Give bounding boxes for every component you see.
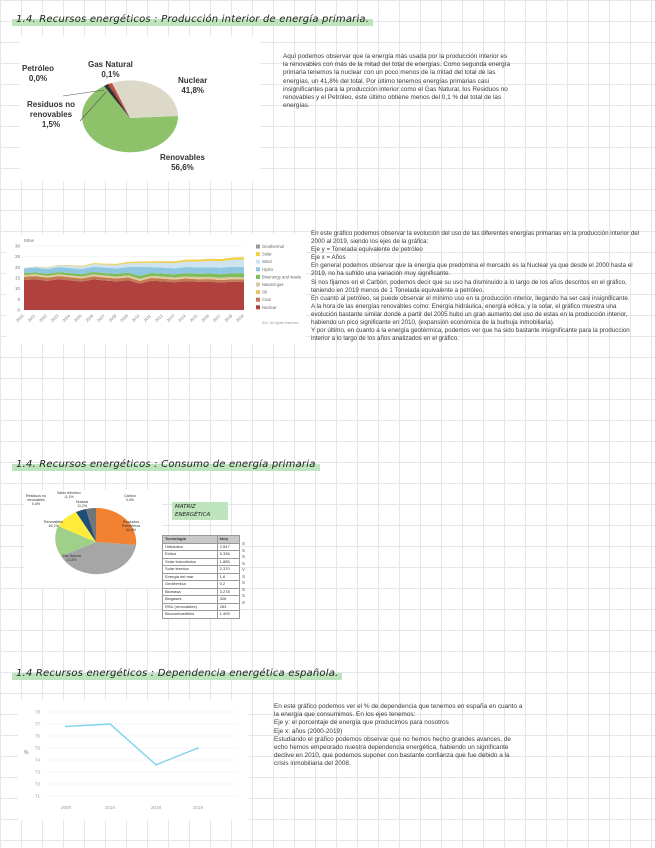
table-cell: 326 [217, 596, 239, 604]
y-tick: 30 [14, 243, 20, 249]
legend-entry: Solar [262, 251, 272, 257]
pie-label-renovables: Renovables 56,6% [160, 153, 205, 172]
side-mark: V [242, 567, 245, 572]
pie-label-nuclear: Nuclear 41,8% [178, 76, 208, 95]
legend-swatch [256, 298, 260, 302]
table-cell: Solar térmica [163, 566, 218, 574]
cpie-label-carbon: Carbón 3,4% [124, 494, 136, 503]
pie-chart-consumption [24, 490, 162, 588]
section2-paragraph [311, 230, 643, 343]
side-mark: S [242, 599, 245, 605]
x-tick: 2010 [104, 805, 116, 810]
table-cell: 0,2 [217, 581, 239, 589]
table-cell: Biomasa [163, 588, 218, 596]
section2-line: Eje x = Años [311, 254, 346, 262]
section1-heading: 1.4. Recursos energéticos : Producción interior de energía primaria. [12, 12, 373, 27]
legend-swatch [256, 305, 260, 309]
cpie-label-renovables: Renovables 16,1% [44, 520, 63, 529]
table-cell: Biocombustibles [163, 611, 218, 619]
y-tick: 75 [34, 745, 40, 751]
table-cell: 283 [217, 603, 239, 611]
y-tick: 74 [34, 757, 40, 763]
table-row [163, 551, 240, 559]
y-tick: 10 [14, 286, 20, 292]
table-row [163, 566, 240, 574]
y-tick: 20 [14, 264, 20, 270]
table-cell: Eólica [163, 551, 218, 559]
section2-line: Y por último, en cuanto a la energía geotérmica, podemos ver que ha sido bastante insignificante para la produccion interior a lo largo de los años analizados en el gráfico. [311, 327, 630, 343]
table-cell: Geotérmica [163, 581, 218, 589]
x-tick: 2004 [61, 313, 72, 324]
table-cell: 1.885 [217, 558, 239, 566]
table-cell: Hidráulica [163, 543, 218, 551]
section2-line: Si nos fijamos en el Carbón, podemos decir que su uso ha disminuido a lo largo de los años descritos en el gráfico, teniendo en 2019 menos de 1 Tonelada equivalente a petróleo. [311, 278, 627, 294]
y-tick: 15 [14, 275, 20, 281]
cpie-label-saldo: Saldo eléctrico -0,1% [57, 491, 81, 500]
legend-entry: Wind [262, 259, 272, 265]
x-tick: 2001 [26, 313, 37, 324]
legend-swatch [256, 260, 260, 264]
y-tick: 71 [34, 793, 40, 799]
matrix-tag: MATRIZ ENERGÉTICA [172, 502, 228, 520]
section4-line: Estudiando el gráfico podemos observar que no hemos hecho grandes avances, de echo hemos empeorado nuestra dependencia energética, habiendo un significante declive en 2010, que podemos suponer con bastante confianza que fue debido a la crisis inmobiliaria del 2008. [274, 735, 511, 768]
side-mark: S [242, 580, 245, 585]
legend-swatch [256, 275, 260, 279]
table-cell: RSU (renovables) [163, 603, 218, 611]
table-cell: 1.409 [217, 611, 239, 619]
section2-line: Eje y = Tonelada equivalente de petróleo [311, 246, 423, 254]
y-axis-label: % [24, 750, 29, 756]
y-tick: 0 [17, 307, 20, 313]
section2-line: En general podemos observar que la energía que predomina el mercado es la Nuclear ya que desde el 2000 hasta el 2019, no ha sufrido una variación muy significante. [311, 262, 633, 278]
pie-label-petroleo: Petróleo 0,0% [22, 64, 55, 83]
side-mark: S [242, 586, 245, 592]
side-mark: S [242, 573, 245, 579]
x-tick: 2009 [119, 313, 129, 324]
table-cell: 2.370 [217, 566, 239, 574]
table-cell: Biogases [163, 596, 218, 604]
x-tick: 2015 [188, 313, 199, 324]
table-cell: 5.336 [217, 551, 239, 559]
renewables-table [162, 535, 240, 619]
table-row [163, 581, 240, 589]
area-band [24, 279, 244, 310]
section4-line: En este gráfico podemos ver el % de dependencia que tenemos en españa en cuanto a la energía que consumimos. En los ejes tenemos: [274, 703, 523, 719]
pie-label-residuos: Residuos no renovables 1,5% [26, 100, 75, 129]
x-tick: 2007 [95, 313, 106, 324]
legend-entry: Nuclear [262, 304, 277, 310]
table-row [163, 543, 240, 551]
section2-line: A la hora de las energías renovables como: Energía hidráulica, energía eólica, y la solar, el gráfico muestra una evolución bastante similar donde a partir del 2005 hubo un gran aumento del uso de estas en la producción interior, habiendo un pico significante en 2010, (expansión económica de la burbuja inmobiliaria). [311, 302, 628, 327]
x-tick: 2000 [60, 805, 72, 810]
y-tick: 72 [34, 781, 40, 787]
cpie-label-residuos: Residuos no renovables 0,4% [26, 494, 46, 507]
section1-paragraph: Aquí podemos observar que la energía más usada por la producción interior es la renovables con más de la mitad del total de energías. Como segunda energía primaria tenemos la nuclear con un poco menos de la mitad del total de las energías, un 41,8% del total. Por último tenemos energías primarias casi insignificantes para la producción interior como el Gas Natural, los Residuos no renovables y el Petróleo, este último obtiene menos del 0,1 % del total de las energías. [283, 53, 511, 110]
side-mark: S [242, 554, 245, 559]
y-tick: 5 [17, 296, 20, 302]
table-row [163, 611, 240, 619]
table-cell: 1,6 [217, 573, 239, 581]
dependency-line [66, 724, 198, 765]
legend-entry: Coal [262, 297, 271, 303]
x-tick: 2000 [14, 313, 25, 324]
section4-line: Eje x: años (2000-2019) [274, 727, 343, 735]
x-tick: 2006 [84, 313, 95, 324]
section4-heading: 1.4 Recursos energéticos : Dependencia energética española. [12, 666, 342, 681]
x-tick: 2002 [38, 313, 48, 324]
pie-label-gas: Gas Natural 0,1% [88, 60, 133, 79]
area-chart-svg [6, 234, 306, 344]
legend-swatch [256, 252, 260, 256]
legend-swatch [256, 283, 260, 287]
x-tick: 2010 [130, 313, 141, 324]
table-header: Tecnología [163, 536, 218, 544]
table-cell: 2.547 [217, 543, 239, 551]
chart-unit: Mtoe [24, 238, 35, 243]
x-tick: 2012 [153, 313, 164, 324]
legend-swatch [256, 267, 260, 271]
y-tick: 77 [34, 721, 40, 727]
cpie-label-nuclear: Nuclear 11,2% [76, 500, 89, 509]
legend-entry: Geothermal [262, 244, 284, 249]
x-tick: 2018 [223, 313, 234, 324]
table-row [163, 596, 240, 604]
x-tick: 2019 [192, 805, 204, 810]
x-tick: 2011 [142, 313, 153, 323]
x-tick: 2003 [49, 313, 60, 324]
table-row [163, 558, 240, 566]
x-tick: 2008 [107, 313, 118, 324]
side-mark: S [242, 593, 245, 598]
table-row [163, 603, 240, 611]
legend-entry: Natural gas [262, 282, 284, 287]
table-cell: 3.278 [217, 588, 239, 596]
legend-swatch [256, 290, 260, 294]
table-side-marks [242, 541, 245, 606]
section4-paragraph [274, 703, 524, 769]
cpie-label-petroliferos: Productos Petrolíferos 44,8% [121, 520, 141, 533]
table-header: ktep [217, 536, 239, 544]
area-chart-production [6, 234, 306, 344]
section2-line: En cuanto al petróleo, se puede observar el mínimo uso en la producción interior, llegando ha ser casi insignificante. [311, 294, 630, 302]
section4-line: Eje y: el porcentaje de energía que producimos para nosotros [274, 719, 449, 727]
table-cell: Solar fotovoltaica [163, 558, 218, 566]
y-tick: 73 [34, 769, 40, 775]
cpie-label-gas: Gas Natural 23,8% [62, 554, 82, 563]
legend-entry: Bioenergy and waste [262, 274, 302, 280]
side-mark: S [242, 560, 245, 566]
pie-chart-production [20, 36, 260, 181]
table-cell: Energía del mar [163, 573, 218, 581]
y-tick: 78 [34, 709, 40, 715]
y-tick: 76 [34, 733, 40, 739]
section2-line: En este gráfico podemos observar la evolución del uso de las diferentes energías primarias en la producción interior del 2000 al 2019, siendo los ejes de la gráfica: [311, 230, 640, 246]
x-tick: 2016 [200, 313, 210, 324]
x-tick: 2014 [176, 313, 187, 324]
chart-source: IEA. All rights reserved. [262, 321, 300, 325]
section3-heading: 1.4. Recursos energéticos : Consumo de energía primaria [12, 457, 320, 472]
x-tick: 2005 [72, 313, 83, 324]
line-chart-dependency [18, 700, 248, 820]
y-tick: 25 [14, 254, 20, 260]
side-mark: S [242, 541, 245, 546]
legend-entry: Hydro [262, 266, 274, 272]
x-tick: 2017 [211, 313, 222, 324]
x-tick: 2018 [150, 805, 162, 810]
legend-swatch [256, 245, 260, 249]
dependency-svg [18, 700, 248, 820]
side-mark: S [242, 547, 245, 553]
table-row [163, 573, 240, 581]
x-tick: 2019 [234, 313, 245, 324]
x-tick: 2013 [165, 313, 176, 324]
legend-entry: Oil [262, 289, 268, 295]
table-row [163, 588, 240, 596]
